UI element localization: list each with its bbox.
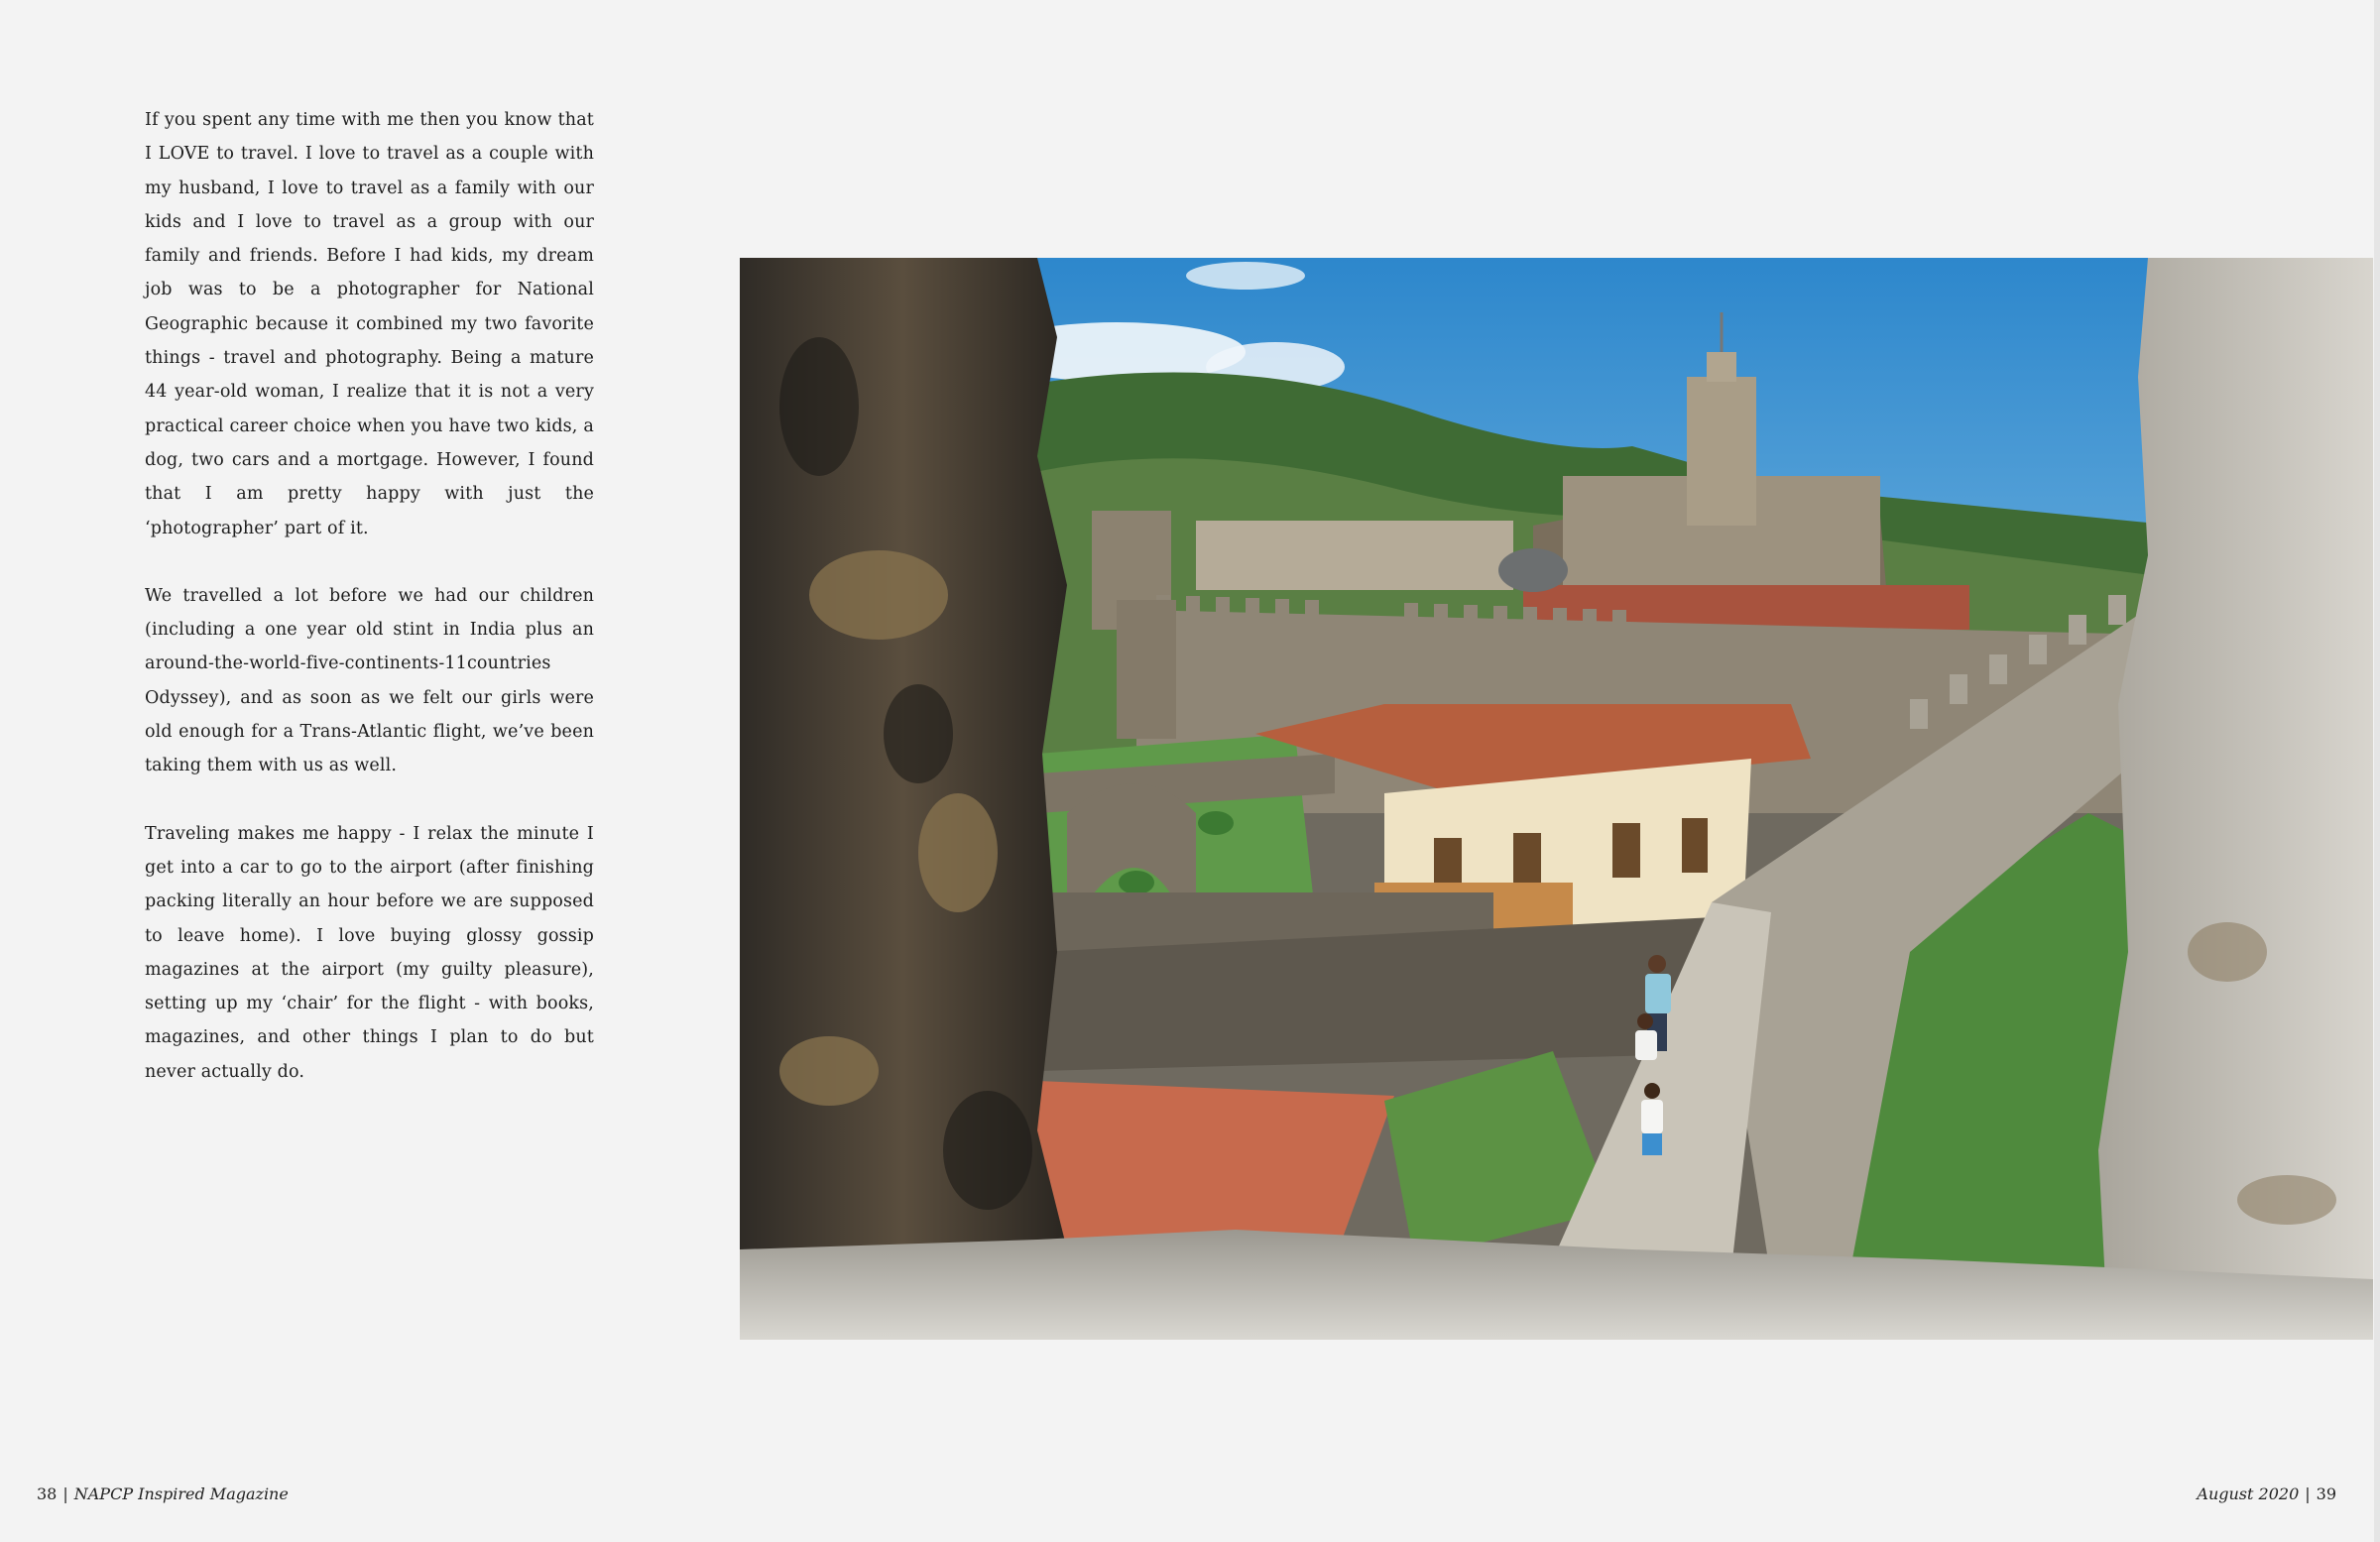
page-edge: [2374, 0, 2380, 1542]
publication-name: NAPCP Inspired Magazine: [73, 1484, 289, 1503]
left-page-number: 38: [37, 1484, 58, 1503]
castle-photo-illustration: [740, 258, 2373, 1340]
article-body: [145, 103, 594, 1123]
footer-right: [2197, 1484, 2336, 1503]
issue-date: August 2020: [2197, 1484, 2300, 1503]
right-page-number: 39: [2316, 1484, 2336, 1503]
article-paragraph-1: If you spent any time with me then you know that I LOVE to travel. I love to travel as a couple with my husband, I love to travel as a family with our kids and I love to travel as a group with our family and friends. Before I had kids, my dream job was to be a photographer for National Geographic because it combined my two favorite things - travel and photography. Being a mature 44 year-old woman, I realize that it is not a very practical career choice when you have two kids, a dog, two cars and a mortgage. However, I found that I am pretty happy with just the ‘photographer’ part of it.: [145, 110, 594, 538]
castle-photo: [740, 258, 2373, 1340]
footer-separator-right: |: [2305, 1484, 2311, 1503]
article-paragraph-3: Traveling makes me happy - I relax the minute I get into a car to go to the airport (after finishing packing literally an hour before we are supposed to leave home). I love buying glossy gossip magazines at the airport (my guilty pleasure), setting up my ‘chair’ for the flight - with books, magazines, and other things I plan to do but never actually do.: [145, 823, 594, 1082]
footer-separator: |: [62, 1484, 68, 1503]
article-paragraph-2: We travelled a lot before we had our children (including a one year old stint in India plus an around-the-world-five-continents-11countries Odyssey), and as soon as we felt our girls were old enough for a Trans-Atlantic flight, we’ve been taking them with us as well.: [145, 585, 594, 776]
footer-left: [37, 1484, 289, 1503]
